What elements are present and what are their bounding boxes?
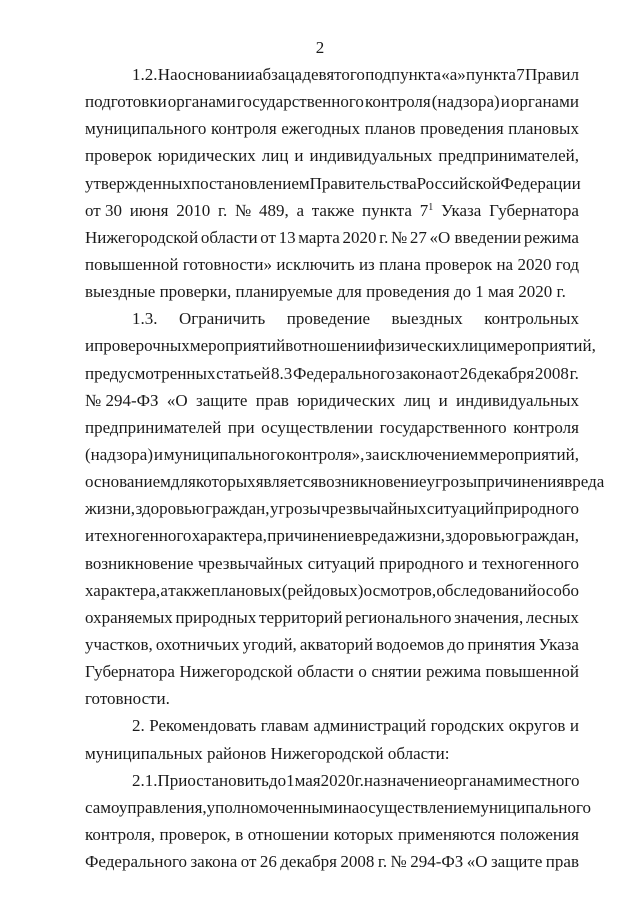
word: также [168, 580, 211, 600]
word: проверок [425, 254, 493, 274]
word: плановых [210, 580, 282, 600]
word: на [342, 797, 360, 817]
word: Приостановить [157, 770, 269, 790]
word: Федерального [292, 363, 396, 383]
word: и [500, 92, 510, 112]
word: 2. [132, 716, 145, 736]
word: и [468, 553, 478, 573]
word: 27 [409, 227, 427, 247]
word: Ограничить [178, 309, 266, 329]
word: от [443, 363, 459, 383]
word: г. [377, 852, 388, 872]
word: и [153, 444, 163, 464]
word: подготовки [85, 92, 167, 112]
word: природного [494, 499, 579, 519]
word: муниципального [469, 797, 592, 817]
word: лиц [460, 336, 488, 356]
text-line [85, 142, 579, 169]
word: возникновение [85, 553, 194, 573]
text-line [85, 658, 579, 685]
word: Правил [525, 65, 579, 84]
text-line [85, 550, 579, 577]
word: чрезвычайных [321, 499, 427, 519]
word: муниципального [85, 119, 207, 139]
word: г. [217, 200, 228, 220]
word: и [85, 526, 95, 546]
word: 26 [459, 363, 477, 383]
word: декабря [280, 852, 337, 872]
word: угодий, [242, 634, 297, 654]
text-line [85, 631, 579, 658]
text-line [85, 577, 579, 604]
word: 2020 [320, 770, 355, 790]
word: Рекомендовать [149, 716, 257, 736]
word: режима [523, 227, 579, 247]
word: принятия [467, 634, 536, 654]
word: отношении [247, 824, 330, 844]
word: повышенной [85, 254, 179, 274]
word: регионального [345, 607, 452, 627]
word: проверок [85, 146, 152, 166]
text-line [85, 197, 579, 224]
text-line [85, 848, 579, 875]
word: 13 [278, 227, 296, 247]
text-line [85, 278, 579, 305]
word: контроля [364, 92, 431, 112]
word: и [487, 336, 497, 356]
word: режима [425, 662, 482, 682]
word: мая [294, 770, 321, 790]
word: области [297, 662, 354, 682]
word: при [227, 417, 255, 437]
word: и [569, 716, 579, 736]
word: 1.2. [132, 65, 158, 84]
word: контрольных [484, 309, 579, 329]
word: Федерального [85, 852, 188, 872]
word: мероприятий [189, 336, 286, 356]
text-line [85, 61, 579, 88]
page-number: 2 [315, 38, 325, 57]
word: июня [129, 200, 169, 220]
word: пункта [362, 200, 412, 220]
word: ситуаций [307, 553, 375, 573]
word: марта [298, 227, 340, 247]
word: защите [196, 390, 248, 410]
word: а [160, 580, 168, 600]
word: угрозы [270, 499, 321, 519]
word: плана [379, 254, 421, 274]
word: предпринимателей, [438, 146, 579, 166]
word: жизни, [85, 499, 136, 519]
word: также [311, 200, 355, 220]
word: юридических [157, 146, 256, 166]
word: применяются [397, 824, 496, 844]
word: Российской [416, 173, 501, 193]
word: № 294-ФЗ [85, 390, 159, 410]
word: 2010 [176, 200, 211, 220]
word: контроля, [85, 824, 155, 844]
text-line [85, 821, 579, 848]
word: а [296, 200, 305, 220]
word: индивидуальных [456, 390, 579, 410]
paragraph-p-1-3 [85, 305, 605, 712]
word: девятого [302, 65, 365, 84]
word: природных [175, 607, 257, 627]
text-line [85, 305, 579, 332]
word: «а» [441, 65, 466, 84]
word: обследований [436, 580, 537, 600]
word: контроля [513, 417, 579, 437]
word: плановых [508, 119, 579, 139]
word: положения [499, 824, 579, 844]
word: области [200, 227, 258, 247]
paragraph-p-2-1 [85, 767, 592, 876]
word: планов [364, 119, 416, 139]
word: от [260, 227, 276, 247]
word: статьей [216, 363, 271, 383]
word: за [365, 444, 380, 464]
word: государственного [379, 417, 507, 437]
word: Губернатора [489, 200, 579, 220]
word: и [438, 390, 448, 410]
word: «О [466, 852, 488, 872]
word: исключить [276, 254, 355, 274]
text-line [85, 712, 579, 739]
word: округов [508, 716, 566, 736]
word: причинения [477, 472, 565, 492]
word: г. [354, 770, 364, 790]
word: до [268, 770, 287, 790]
word: (рейдовых) [281, 580, 364, 600]
word: является [255, 472, 319, 492]
word: Указа [538, 634, 579, 654]
word: государственного [236, 92, 364, 112]
word: «О введении [429, 227, 522, 247]
word: Федерации [500, 173, 581, 193]
word: № [390, 227, 408, 247]
word: г. [379, 227, 389, 247]
word: уполномоченными [206, 797, 343, 817]
word: № [390, 852, 407, 872]
word: назначение [363, 770, 446, 790]
paragraph-p-1-2 [85, 61, 579, 305]
word: проведения [420, 119, 504, 139]
word: участков, [85, 634, 153, 654]
word: 2.1. [132, 770, 158, 790]
word: граждан, [514, 526, 579, 546]
word: 294-ФЗ [410, 852, 464, 872]
word: предусмотренных [85, 363, 216, 383]
word: прав [255, 390, 289, 410]
word: причинение [267, 526, 355, 546]
word: постановлением [190, 173, 310, 193]
text-line [85, 251, 579, 278]
word: декабря [477, 363, 535, 383]
word: 26 [259, 852, 277, 872]
word: органами [167, 92, 236, 112]
word: мероприятий, [496, 336, 596, 356]
word: главам [260, 716, 309, 736]
word: выездных [391, 309, 463, 329]
word: территорий [259, 607, 343, 627]
word: здоровью [445, 526, 515, 546]
word: Губернатора [85, 662, 175, 682]
word: техногенного [482, 553, 579, 573]
word: охраняемых [85, 607, 173, 627]
word: вреда [564, 472, 605, 492]
word: 2020 [342, 227, 377, 247]
word: 1.3. [132, 309, 158, 329]
text-line [85, 767, 579, 794]
word: которых [195, 472, 256, 492]
word: администраций [313, 716, 427, 736]
word: осуществлении [261, 417, 374, 437]
text-line [85, 740, 579, 767]
word: 489, [258, 200, 289, 220]
text-line [85, 387, 579, 414]
word: индивидуальных [309, 146, 433, 166]
word: защите [490, 852, 543, 872]
word: контроля [210, 119, 277, 139]
word: природного [379, 553, 464, 573]
word: техногенного [94, 526, 192, 546]
word: физических [374, 336, 461, 356]
word: Нижегородской [85, 227, 199, 247]
word: основанием [85, 472, 171, 492]
word: лесных [525, 607, 579, 627]
word: из [358, 254, 375, 274]
text-line [85, 170, 579, 197]
text-line [85, 468, 605, 495]
word: 7 [516, 65, 525, 84]
word: здоровью [135, 499, 205, 519]
word: возникновение [318, 472, 427, 492]
word: лиц [403, 390, 431, 410]
word: акваторий [299, 634, 373, 654]
word: и [294, 146, 304, 166]
word: характера, [191, 526, 267, 546]
word: о [358, 662, 367, 682]
word: снятии [371, 662, 422, 682]
word: органами [445, 770, 514, 790]
text-line [85, 332, 596, 359]
text-line [85, 88, 579, 115]
word: 2008 [340, 852, 375, 872]
word: закона [395, 363, 443, 383]
word: местного [513, 770, 580, 790]
word: $7^1$ [419, 200, 434, 220]
word: проверок, [159, 824, 231, 844]
word: особо [536, 580, 579, 600]
word: готовности. [85, 689, 170, 709]
word: вреда [354, 526, 395, 546]
word: которых [333, 824, 394, 844]
word: отношении [293, 336, 375, 356]
word: исключением [380, 444, 479, 464]
text-line [85, 495, 579, 522]
word: для [170, 472, 196, 492]
text-line [85, 115, 579, 142]
word: Правительства [309, 173, 417, 193]
word: чрезвычайных [197, 553, 304, 573]
word: и [85, 336, 95, 356]
word: водоемов [376, 634, 445, 654]
word: прав [545, 852, 579, 872]
word: охотничьих [155, 634, 240, 654]
text-line [85, 224, 579, 251]
text-line [85, 522, 579, 549]
word: (надзора) [85, 444, 153, 464]
word: ежегодных [281, 119, 361, 139]
word: Нижегородской [179, 662, 293, 682]
word: г. [569, 363, 579, 383]
word: год [555, 254, 579, 274]
text-line [85, 685, 579, 712]
word: (надзора) [431, 92, 500, 112]
text-line [85, 604, 579, 631]
text-line [85, 414, 579, 441]
word: муниципального [163, 444, 286, 464]
text-line [85, 794, 592, 821]
word: органами [510, 92, 579, 112]
word: осмотров, [363, 580, 437, 600]
paragraph-p-2 [85, 712, 579, 766]
word: утвержденных [85, 173, 191, 193]
word: закона [190, 852, 238, 872]
word: характера, [85, 580, 161, 600]
word: на [496, 254, 514, 274]
word: На [157, 65, 178, 84]
word: абзаца [254, 65, 303, 84]
word: повышенной [485, 662, 579, 682]
word: осуществление [359, 797, 470, 817]
word: проведение [286, 309, 371, 329]
word: подпункта [365, 65, 441, 84]
text-line [85, 360, 579, 387]
word: 8.3 [271, 363, 293, 383]
word: от [240, 852, 257, 872]
word: юридических [297, 390, 396, 410]
word: выездные проверки, планируемые для проведения до 1 мая 2020 г. [85, 282, 566, 302]
word: № [235, 200, 252, 220]
word: контроля», [285, 444, 365, 464]
word: до [447, 634, 465, 654]
word: проверочных [94, 336, 190, 356]
word: граждан, [205, 499, 270, 519]
word: городских [430, 716, 505, 736]
word: угрозы [426, 472, 478, 492]
word: 1 [286, 770, 295, 790]
word: жизни, [394, 526, 445, 546]
word: 2008 [534, 363, 569, 383]
word: предпринимателей [85, 417, 222, 437]
word: «О [166, 390, 188, 410]
word: пункта [466, 65, 516, 84]
word: 2020 [517, 254, 552, 274]
word: ситуаций [426, 499, 494, 519]
word: в [235, 824, 244, 844]
word: лиц [261, 146, 289, 166]
document-body [85, 61, 605, 875]
word: в [285, 336, 294, 356]
word: готовности» [182, 254, 272, 274]
text-line [85, 441, 579, 468]
word: мероприятий, [479, 444, 579, 464]
word: самоуправления, [85, 797, 207, 817]
word: от 30 [85, 200, 122, 220]
word: значения, [454, 607, 524, 627]
word: основании [177, 65, 255, 84]
word: Указа [440, 200, 482, 220]
word: муниципальных районов Нижегородской области: [85, 743, 450, 763]
